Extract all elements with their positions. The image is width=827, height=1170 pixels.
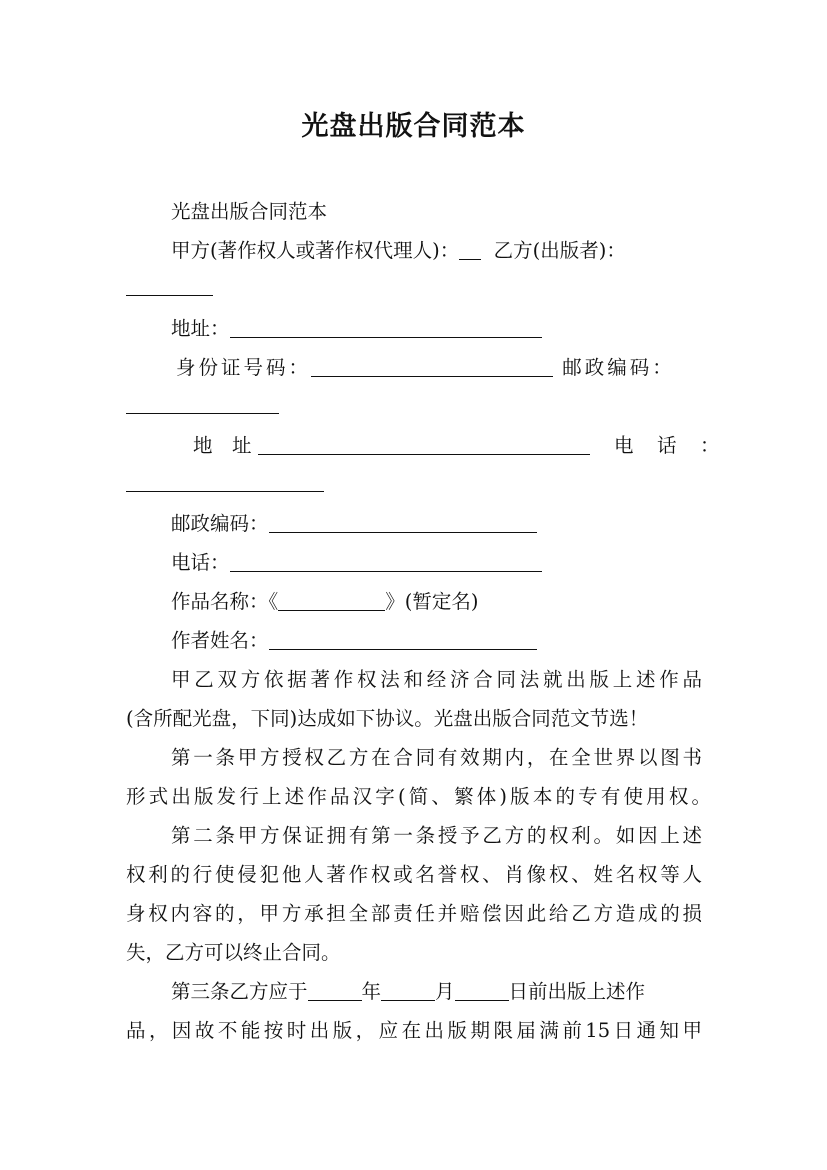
work-title-blank — [278, 590, 385, 611]
article-3-day-blank — [455, 980, 509, 1001]
article-2-line-4: 失，乙方可以终止合同。 — [126, 941, 341, 964]
postcode2-blank — [269, 512, 537, 533]
article-3-month: 月 — [435, 980, 455, 1003]
address2-line — [193, 433, 590, 459]
work-title-suffix: 》(暂定名) — [385, 590, 479, 613]
address2-label: 地 址 — [193, 434, 252, 457]
work-title-label: 作品名称：《 — [171, 590, 279, 613]
article-3-line-2: 品，因故不能按时出版，应在出版期限届满前15日通知甲 — [126, 1019, 702, 1042]
phone2-blank — [230, 551, 542, 572]
article-3-prefix: 第三条乙方应于 — [171, 980, 308, 1003]
intro-paragraph-line-1: 甲乙双方依据著作权法和经济合同法就出版上述作品 — [171, 668, 702, 691]
address-line — [171, 316, 542, 342]
address-blank — [230, 317, 542, 338]
postcode-label: 邮政编码： — [562, 356, 675, 379]
party-line — [171, 238, 626, 264]
article-1-line-1: 第一条甲方授权乙方在合同有效期内，在全世界以图书 — [171, 746, 702, 769]
article-3-year: 年 — [361, 980, 382, 1003]
document-title: 光盘出版合同范本 — [301, 111, 526, 142]
party-a-label: 甲方(著作权人或著作权代理人)： — [171, 239, 460, 262]
article-1-line-2: 形式出版发行上述作品汉字(简、繁体)版本的专有使用权。 — [126, 785, 711, 808]
postcode2-line — [171, 511, 537, 537]
article-3-suffix: 日前出版上述作 — [508, 980, 646, 1003]
author-line — [171, 628, 537, 654]
id-blank — [311, 356, 553, 377]
article-3-month-blank — [381, 980, 435, 1001]
document-subtitle: 光盘出版合同范本 — [171, 200, 328, 223]
id-label: 身份证号码： — [176, 356, 312, 379]
postcode2-label: 邮政编码： — [171, 512, 269, 535]
author-label: 作者姓名： — [171, 629, 269, 652]
article-3-year-blank — [308, 980, 362, 1001]
postcode-blank — [126, 412, 279, 414]
work-title-line — [171, 589, 478, 615]
article-3-line-1 — [171, 979, 645, 1005]
phone2-label: 电话： — [171, 551, 230, 574]
author-blank — [269, 629, 537, 650]
address-label: 地址： — [171, 317, 230, 340]
party-b-label: 乙方(出版者)： — [493, 239, 626, 262]
phone-blank — [126, 490, 324, 492]
article-2-line-3: 身权内容的，甲方承担全部责任并赔偿因此给乙方造成的损 — [126, 902, 702, 925]
address2-blank — [258, 434, 590, 455]
party-b-blank — [126, 294, 213, 296]
id-line — [176, 355, 675, 381]
article-2-line-2: 权利的行使侵犯他人著作权或名誉权、肖像权、姓名权等人 — [126, 863, 702, 886]
party-a-blank — [459, 239, 481, 260]
phone-label: 电 话 ： — [614, 434, 722, 457]
intro-paragraph-line-2: (含所配光盘，下同)达成如下协议。光盘出版合同范文节选！ — [126, 707, 649, 730]
article-2-line-1: 第二条甲方保证拥有第一条授予乙方的权利。如因上述 — [171, 824, 702, 847]
phone2-line — [171, 550, 542, 576]
